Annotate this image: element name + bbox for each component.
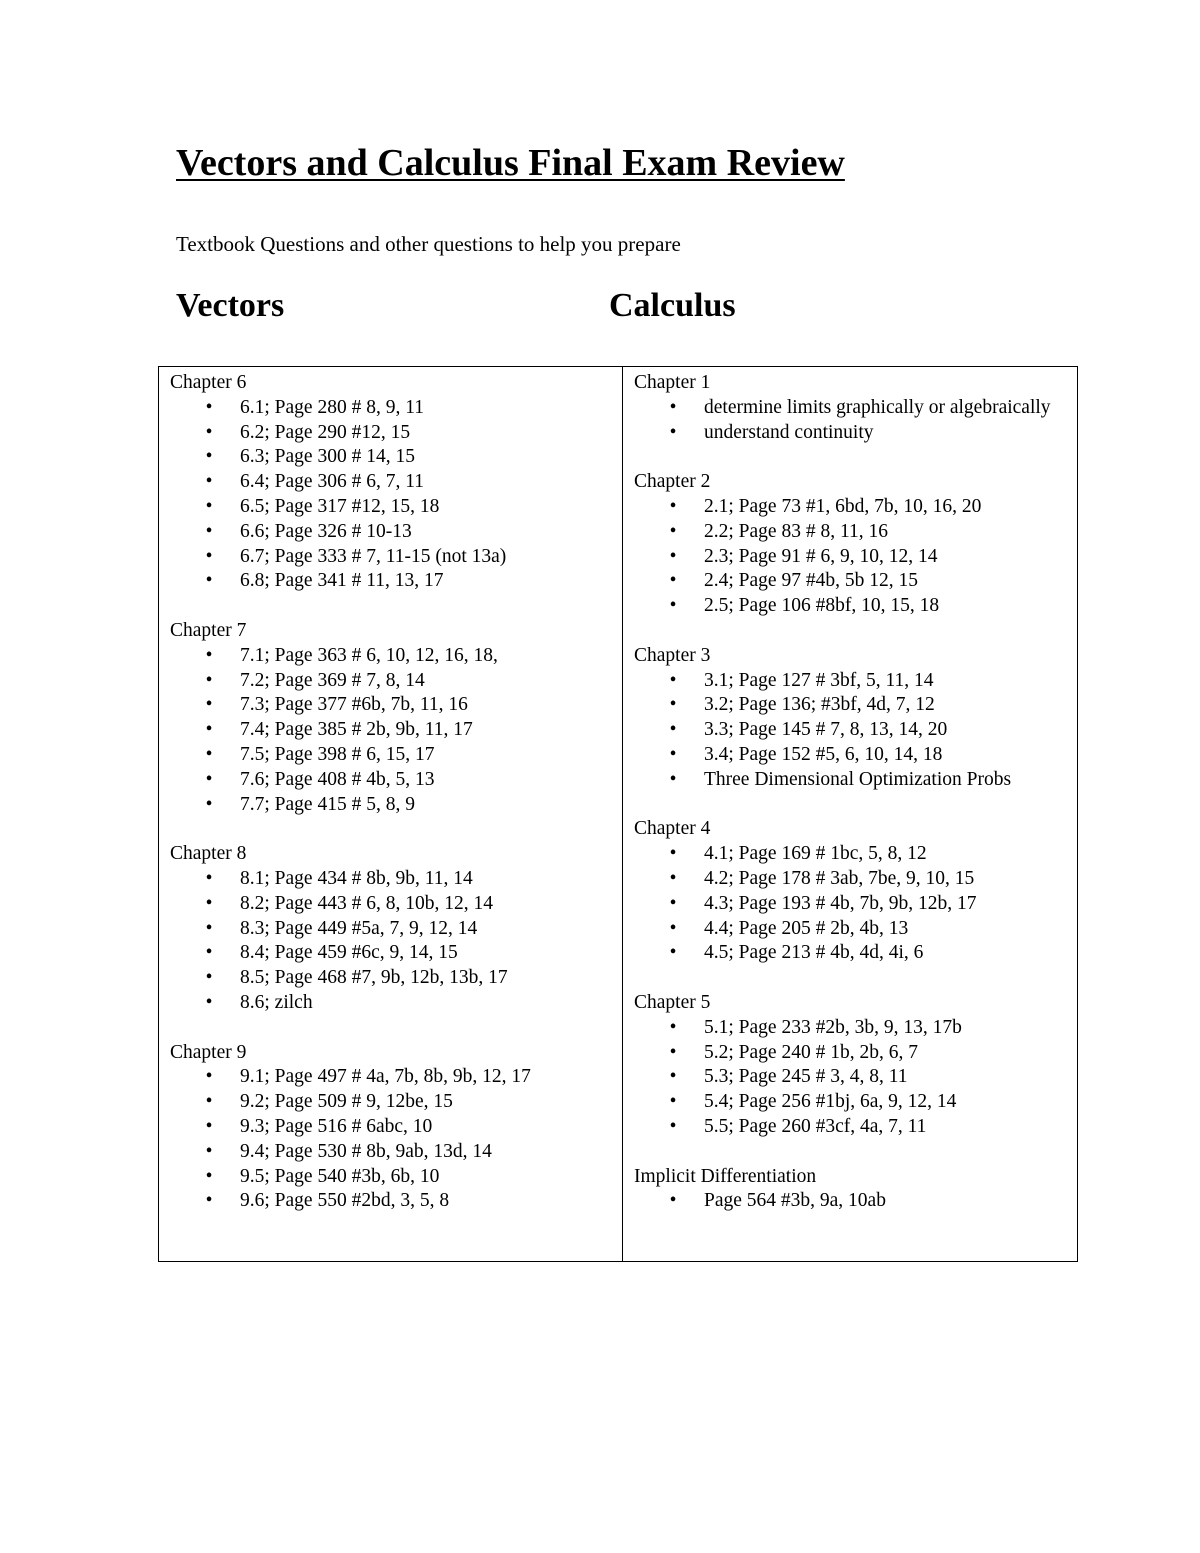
chapter-title: Implicit Differentiation bbox=[634, 1165, 817, 1187]
bullet-icon: • bbox=[205, 991, 213, 1013]
chapter-title: Chapter 4 bbox=[634, 818, 711, 840]
bullet-icon: • bbox=[205, 421, 213, 443]
bullet-icon: • bbox=[205, 1190, 213, 1212]
bullet-icon: • bbox=[669, 917, 677, 939]
bullet-icon: • bbox=[669, 1091, 677, 1113]
list-item-text: 8.5; Page 468 #7, 9b, 12b, 13b, 17 bbox=[240, 967, 508, 989]
list-item bbox=[634, 1115, 1067, 1140]
list-item bbox=[170, 743, 612, 768]
bullet-icon: • bbox=[205, 545, 213, 567]
bullet-icon: • bbox=[669, 867, 677, 889]
question-list bbox=[634, 669, 1067, 793]
list-item bbox=[170, 693, 612, 718]
page-title: Vectors and Calculus Final Exam Review bbox=[176, 142, 845, 184]
chapter-block bbox=[170, 619, 612, 817]
list-item-text: 5.4; Page 256 #1bj, 6a, 9, 12, 14 bbox=[704, 1091, 957, 1113]
bullet-icon: • bbox=[205, 768, 213, 790]
bullet-icon: • bbox=[205, 694, 213, 716]
list-item-text: 6.1; Page 280 # 8, 9, 11 bbox=[240, 396, 424, 418]
list-item-text: understand continuity bbox=[704, 421, 874, 443]
list-item-text: 3.1; Page 127 # 3bf, 5, 11, 14 bbox=[704, 669, 934, 691]
bullet-icon: • bbox=[205, 719, 213, 741]
bullet-icon: • bbox=[205, 669, 213, 691]
question-list bbox=[634, 1189, 1067, 1214]
list-item-text: 5.3; Page 245 # 3, 4, 8, 11 bbox=[704, 1066, 908, 1088]
bullet-icon: • bbox=[669, 669, 677, 691]
list-item bbox=[170, 793, 612, 818]
bullet-icon: • bbox=[669, 743, 677, 765]
chapter-block bbox=[634, 1165, 1067, 1215]
list-item-text: 2.4; Page 97 #4b, 5b 12, 15 bbox=[704, 570, 918, 592]
list-item bbox=[170, 966, 612, 991]
list-item bbox=[170, 495, 612, 520]
bullet-icon: • bbox=[669, 1190, 677, 1212]
list-item bbox=[170, 1189, 612, 1214]
vectors-column bbox=[159, 367, 623, 1262]
list-item-text: 2.1; Page 73 #1, 6bd, 7b, 10, 16, 20 bbox=[704, 495, 982, 517]
question-list bbox=[170, 1065, 612, 1214]
list-item bbox=[634, 718, 1067, 743]
bullet-icon: • bbox=[205, 1165, 213, 1187]
list-item-text: 3.4; Page 152 #5, 6, 10, 14, 18 bbox=[704, 743, 943, 765]
list-item-text: 7.3; Page 377 #6b, 7b, 11, 16 bbox=[240, 694, 468, 716]
list-item-text: 2.5; Page 106 #8bf, 10, 15, 18 bbox=[704, 595, 940, 617]
list-item-text: 6.3; Page 300 # 14, 15 bbox=[240, 446, 415, 468]
list-item-text: 6.2; Page 290 #12, 15 bbox=[240, 421, 411, 443]
list-item-text: determine limits graphically or algebraically bbox=[704, 396, 1051, 418]
chapter-block bbox=[170, 842, 612, 1016]
bullet-icon: • bbox=[669, 942, 677, 964]
list-item bbox=[170, 520, 612, 545]
list-item bbox=[634, 545, 1067, 570]
list-item bbox=[170, 867, 612, 892]
list-item-text: 8.3; Page 449 #5a, 7, 9, 12, 14 bbox=[240, 917, 478, 939]
bullet-icon: • bbox=[669, 1115, 677, 1137]
list-item-text: 4.5; Page 213 # 4b, 4d, 4i, 6 bbox=[704, 942, 924, 964]
bullet-icon: • bbox=[205, 570, 213, 592]
bullet-icon: • bbox=[205, 446, 213, 468]
question-list bbox=[634, 1016, 1067, 1140]
bullet-icon: • bbox=[205, 495, 213, 517]
section-heading-vectors: Vectors bbox=[176, 287, 285, 324]
list-item bbox=[170, 1140, 612, 1165]
list-item-text: 9.2; Page 509 # 9, 12be, 15 bbox=[240, 1091, 453, 1113]
list-item bbox=[170, 669, 612, 694]
chapter-block bbox=[170, 1041, 612, 1215]
list-item-text: 7.1; Page 363 # 6, 10, 12, 16, 18, bbox=[240, 644, 498, 666]
list-item bbox=[634, 1041, 1067, 1066]
list-item bbox=[634, 941, 1067, 966]
list-item bbox=[170, 545, 612, 570]
list-item-text: 8.2; Page 443 # 6, 8, 10b, 12, 14 bbox=[240, 892, 493, 914]
chapter-block bbox=[634, 991, 1067, 1140]
bullet-icon: • bbox=[669, 1016, 677, 1038]
bullet-icon: • bbox=[669, 1066, 677, 1088]
bullet-icon: • bbox=[669, 892, 677, 914]
bullet-icon: • bbox=[205, 520, 213, 542]
chapter-title: Chapter 5 bbox=[634, 991, 711, 1013]
bullet-icon: • bbox=[205, 396, 213, 418]
list-item-text: 4.3; Page 193 # 4b, 7b, 9b, 12b, 17 bbox=[704, 892, 977, 914]
question-list bbox=[634, 495, 1067, 619]
list-item bbox=[634, 768, 1067, 793]
bullet-icon: • bbox=[205, 1140, 213, 1162]
list-item-text: 6.4; Page 306 # 6, 7, 11 bbox=[240, 471, 424, 493]
list-item-text: Three Dimensional Optimization Probs bbox=[704, 768, 1012, 790]
list-item bbox=[634, 520, 1067, 545]
question-list bbox=[634, 842, 1067, 966]
list-item-text: 4.4; Page 205 # 2b, 4b, 13 bbox=[704, 917, 909, 939]
list-item bbox=[634, 842, 1067, 867]
list-item-text: 6.5; Page 317 #12, 15, 18 bbox=[240, 495, 440, 517]
list-item-text: 4.1; Page 169 # 1bc, 5, 8, 12 bbox=[704, 843, 927, 865]
list-item-text: 3.3; Page 145 # 7, 8, 13, 14, 20 bbox=[704, 719, 948, 741]
list-item bbox=[634, 1016, 1067, 1041]
list-item bbox=[170, 1165, 612, 1190]
list-item-text: 9.5; Page 540 #3b, 6b, 10 bbox=[240, 1165, 440, 1187]
list-item-text: 2.2; Page 83 # 8, 11, 16 bbox=[704, 520, 888, 542]
list-item bbox=[170, 1065, 612, 1090]
list-item bbox=[634, 1090, 1067, 1115]
page-subtitle: Textbook Questions and other questions to help you prepare bbox=[176, 232, 681, 256]
chapter-block bbox=[634, 470, 1067, 619]
chapter-title: Chapter 9 bbox=[170, 1041, 247, 1063]
list-item-text: Page 564 #3b, 9a, 10ab bbox=[704, 1190, 886, 1212]
list-item bbox=[634, 569, 1067, 594]
chapter-title: Chapter 1 bbox=[634, 372, 711, 393]
bullet-icon: • bbox=[205, 471, 213, 493]
list-item-text: 9.4; Page 530 # 8b, 9ab, 13d, 14 bbox=[240, 1140, 492, 1162]
bullet-icon: • bbox=[669, 396, 677, 418]
list-item-text: 9.3; Page 516 # 6abc, 10 bbox=[240, 1115, 433, 1137]
bullet-icon: • bbox=[205, 967, 213, 989]
list-item bbox=[170, 718, 612, 743]
list-item-text: 5.1; Page 233 #2b, 3b, 9, 13, 17b bbox=[704, 1016, 962, 1038]
bullet-icon: • bbox=[205, 1066, 213, 1088]
bullet-icon: • bbox=[669, 495, 677, 517]
list-item-text: 6.8; Page 341 # 11, 13, 17 bbox=[240, 570, 444, 592]
chapter-block bbox=[170, 371, 612, 594]
list-item bbox=[170, 421, 612, 446]
bullet-icon: • bbox=[669, 421, 677, 443]
chapter-title: Chapter 7 bbox=[170, 619, 247, 641]
bullet-icon: • bbox=[669, 843, 677, 865]
calculus-column bbox=[623, 367, 1078, 1262]
bullet-icon: • bbox=[205, 1091, 213, 1113]
bullet-icon: • bbox=[669, 545, 677, 567]
list-item-text: 9.1; Page 497 # 4a, 7b, 8b, 9b, 12, 17 bbox=[240, 1066, 531, 1088]
list-item bbox=[634, 396, 1067, 421]
list-item bbox=[634, 743, 1067, 768]
bullet-icon: • bbox=[205, 917, 213, 939]
section-heading-calculus: Calculus bbox=[609, 287, 736, 324]
list-item bbox=[170, 917, 612, 942]
list-item bbox=[634, 892, 1067, 917]
bullet-icon: • bbox=[669, 694, 677, 716]
list-item bbox=[170, 768, 612, 793]
chapter-block bbox=[634, 644, 1067, 793]
bullet-icon: • bbox=[669, 520, 677, 542]
list-item bbox=[170, 1090, 612, 1115]
list-item-text: 5.2; Page 240 # 1b, 2b, 6, 7 bbox=[704, 1041, 918, 1063]
list-item bbox=[170, 941, 612, 966]
chapter-title: Chapter 2 bbox=[634, 471, 711, 493]
list-item bbox=[634, 693, 1067, 718]
list-item-text: 6.7; Page 333 # 7, 11-15 (not 13a) bbox=[240, 545, 507, 567]
list-item bbox=[634, 867, 1067, 892]
list-item bbox=[634, 495, 1067, 520]
list-item bbox=[634, 594, 1067, 619]
list-item bbox=[634, 669, 1067, 694]
list-item-text: 5.5; Page 260 #3cf, 4a, 7, 11 bbox=[704, 1115, 927, 1137]
bullet-icon: • bbox=[669, 1041, 677, 1063]
review-table bbox=[158, 366, 1078, 1262]
bullet-icon: • bbox=[205, 892, 213, 914]
list-item bbox=[634, 1065, 1067, 1090]
list-item bbox=[170, 445, 612, 470]
bullet-icon: • bbox=[669, 570, 677, 592]
list-item bbox=[170, 892, 612, 917]
review-table-row bbox=[159, 367, 1078, 1262]
bullet-icon: • bbox=[205, 1115, 213, 1137]
list-item-text: 7.6; Page 408 # 4b, 5, 13 bbox=[240, 768, 435, 790]
list-item-text: 7.5; Page 398 # 6, 15, 17 bbox=[240, 743, 435, 765]
chapter-title: Chapter 8 bbox=[170, 843, 247, 865]
question-list bbox=[634, 396, 1067, 446]
list-item-text: 8.4; Page 459 #6c, 9, 14, 15 bbox=[240, 942, 458, 964]
question-list bbox=[170, 396, 612, 594]
bullet-icon: • bbox=[205, 644, 213, 666]
list-item-text: 8.1; Page 434 # 8b, 9b, 11, 14 bbox=[240, 867, 473, 889]
bullet-icon: • bbox=[205, 867, 213, 889]
list-item-text: 7.4; Page 385 # 2b, 9b, 11, 17 bbox=[240, 719, 473, 741]
list-item-text: 8.6; zilch bbox=[240, 991, 313, 1013]
question-list bbox=[170, 867, 612, 1016]
list-item bbox=[634, 917, 1067, 942]
chapter-title: Chapter 3 bbox=[634, 644, 711, 666]
bullet-icon: • bbox=[669, 719, 677, 741]
list-item bbox=[170, 1115, 612, 1140]
list-item-text: 2.3; Page 91 # 6, 9, 10, 12, 14 bbox=[704, 545, 938, 567]
list-item bbox=[170, 991, 612, 1016]
list-item bbox=[170, 396, 612, 421]
list-item bbox=[170, 569, 612, 594]
bullet-icon: • bbox=[669, 768, 677, 790]
chapter-block bbox=[634, 817, 1067, 966]
list-item bbox=[634, 421, 1067, 446]
bullet-icon: • bbox=[205, 743, 213, 765]
bullet-icon: • bbox=[669, 595, 677, 617]
list-item bbox=[170, 644, 612, 669]
list-item-text: 7.2; Page 369 # 7, 8, 14 bbox=[240, 669, 425, 691]
list-item-text: 4.2; Page 178 # 3ab, 7be, 9, 10, 15 bbox=[704, 867, 975, 889]
list-item-text: 6.6; Page 326 # 10-13 bbox=[240, 520, 412, 542]
list-item-text: 3.2; Page 136; #3bf, 4d, 7, 12 bbox=[704, 694, 935, 716]
bullet-icon: • bbox=[205, 942, 213, 964]
bullet-icon: • bbox=[205, 793, 213, 815]
list-item bbox=[170, 470, 612, 495]
chapter-block bbox=[634, 371, 1067, 445]
list-item bbox=[634, 1189, 1067, 1214]
chapter-title: Chapter 6 bbox=[170, 372, 247, 393]
list-item-text: 7.7; Page 415 # 5, 8, 9 bbox=[240, 793, 415, 815]
list-item-text: 9.6; Page 550 #2bd, 3, 5, 8 bbox=[240, 1190, 450, 1212]
question-list bbox=[170, 644, 612, 818]
